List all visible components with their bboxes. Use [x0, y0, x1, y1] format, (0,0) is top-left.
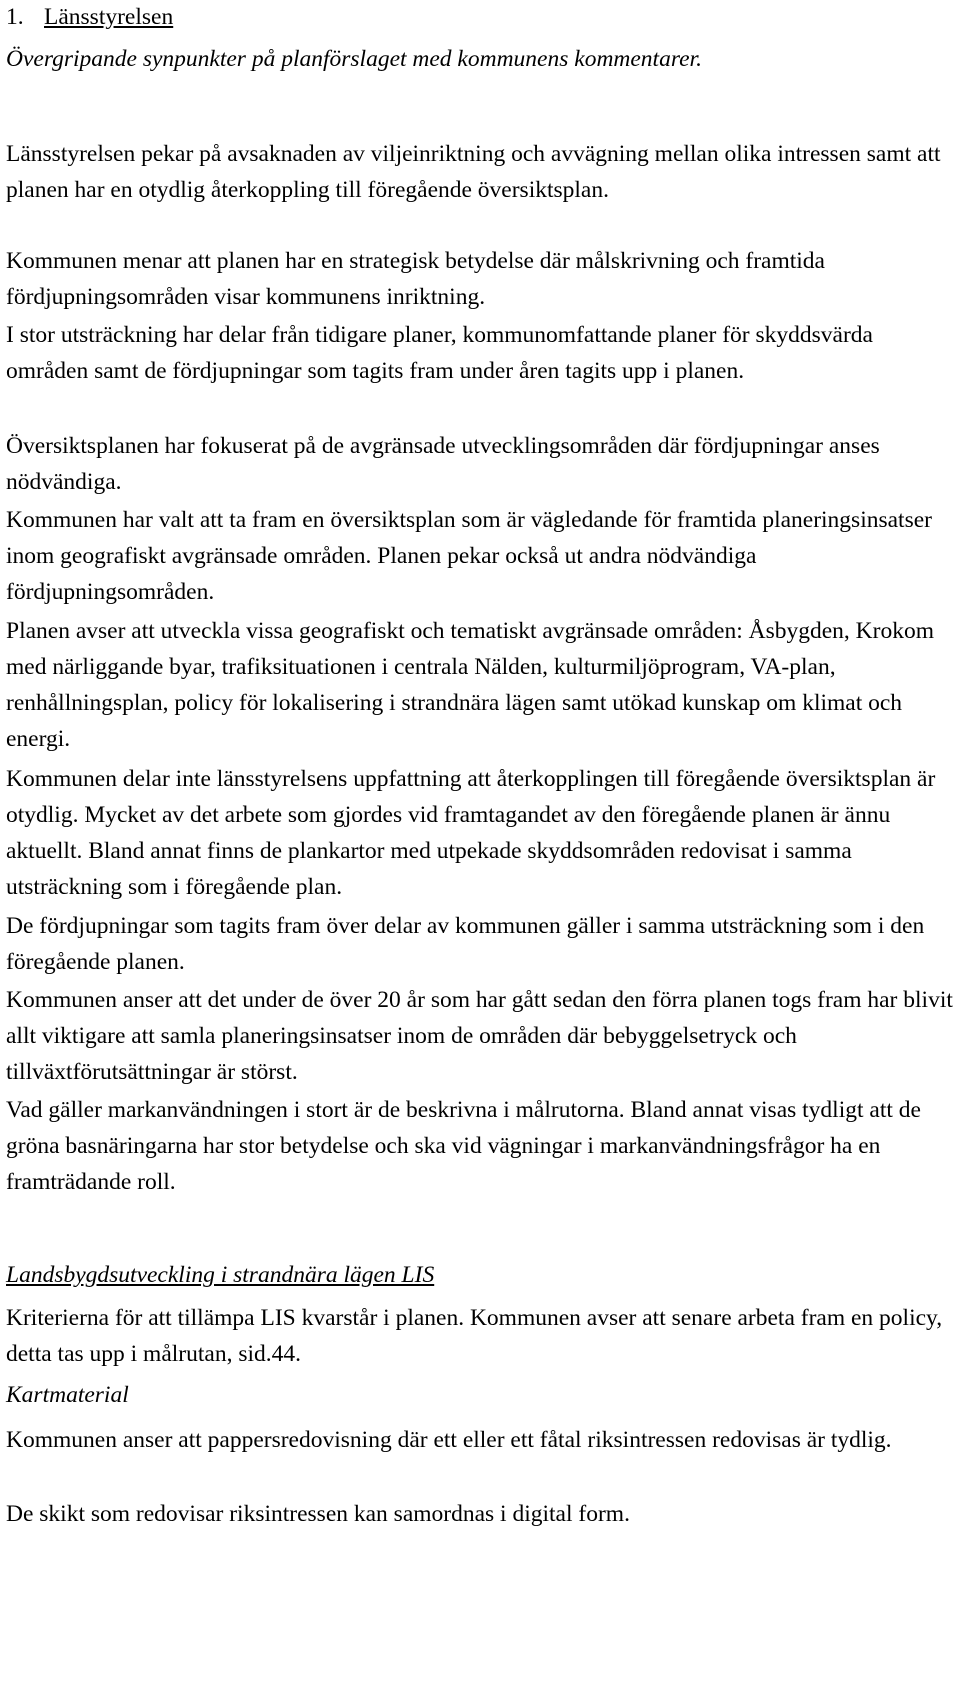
paragraph-9: Kommunen anser att det under de över 20 år som har gått sedan den förra planen togs fram har blivit allt viktigare att samla planeringsinsatser inom de områden där bebyggelsetryck och tillväxtförutsättningar är störst.	[6, 987, 953, 1085]
section-title: Länsstyrelsen	[44, 4, 174, 30]
paragraph-10: Vad gäller markanvändningen i stort är de beskrivna i målrutorna. Bland annat visas tydligt att de gröna basnäringarna har stor betydelse och ska vid vägningar i markanvändningsfrågor ha en framträdande roll.	[6, 1097, 921, 1195]
paragraph-3: I stor utsträckning har delar från tidigare planer, kommunomfattande planer för skyddsvärda områden samt de fördjupningar som tagits fram under åren tagits upp i planen.	[6, 322, 873, 384]
kartmaterial-heading: Kartmaterial	[6, 1382, 129, 1408]
paragraph-6: Planen avser att utveckla vissa geografiskt och tematiskt avgränsade områden: Åsbygden, Krokom med närliggande byar, trafiksituationen i centrala Nälden, kulturmiljöprogram, VA-plan, renhållningsplan, policy för lokalisering i strandnära lägen samt utökad kunskap om klimat och energi.	[6, 618, 934, 752]
paragraph-2: Kommunen menar att planen har en strategisk betydelse där målskrivning och framtida fördjupningsområden visar kommunens inriktning.	[6, 248, 825, 310]
kartmaterial-paragraph-2: De skikt som redovisar riksintressen kan samordnas i digital form.	[6, 1501, 630, 1527]
section-number: 1.	[6, 4, 24, 30]
lis-paragraph: Kriterierna för att tillämpa LIS kvarstår i planen. Kommunen avser att senare arbeta fram en policy, detta tas upp i målrutan, sid.44.	[6, 1305, 943, 1367]
paragraph-7: Kommunen delar inte länsstyrelsens uppfattning att återkopplingen till föregående översiktsplan är otydlig. Mycket av det arbete som gjordes vid framtagandet av den föregående planen är ännu aktuellt. Bland annat finns de plankartor med utpekade skyddsområden redovisat i samma utsträckning som i föregående plan.	[6, 766, 936, 900]
lis-section-heading: Landsbygdsutveckling i strandnära lägen LIS	[6, 1262, 435, 1288]
section-heading	[6, 0, 173, 34]
kartmaterial-paragraph-1: Kommunen anser att pappersredovisning där ett eller ett fåtal riksintressen redovisas är tydlig.	[6, 1427, 892, 1453]
paragraph-1: Länsstyrelsen pekar på avsaknaden av viljeinriktning och avvägning mellan olika intressen samt att planen har en otydlig återkoppling till föregående översiktsplan.	[6, 141, 941, 203]
paragraph-8: De fördjupningar som tagits fram över delar av kommunen gäller i samma utsträckning som i den föregående planen.	[6, 913, 925, 975]
document-subtitle: Övergripande synpunkter på planförslaget med kommunens kommentarer.	[6, 46, 702, 72]
paragraph-4: Översiktsplanen har fokuserat på de avgränsade utvecklingsområden där fördjupningar anses nödvändiga.	[6, 433, 880, 495]
paragraph-5: Kommunen har valt att ta fram en översiktsplan som är vägledande för framtida planeringsinsatser inom geografiskt avgränsade områden. Planen pekar också ut andra nödvändiga fördjupningsområden.	[6, 507, 932, 605]
